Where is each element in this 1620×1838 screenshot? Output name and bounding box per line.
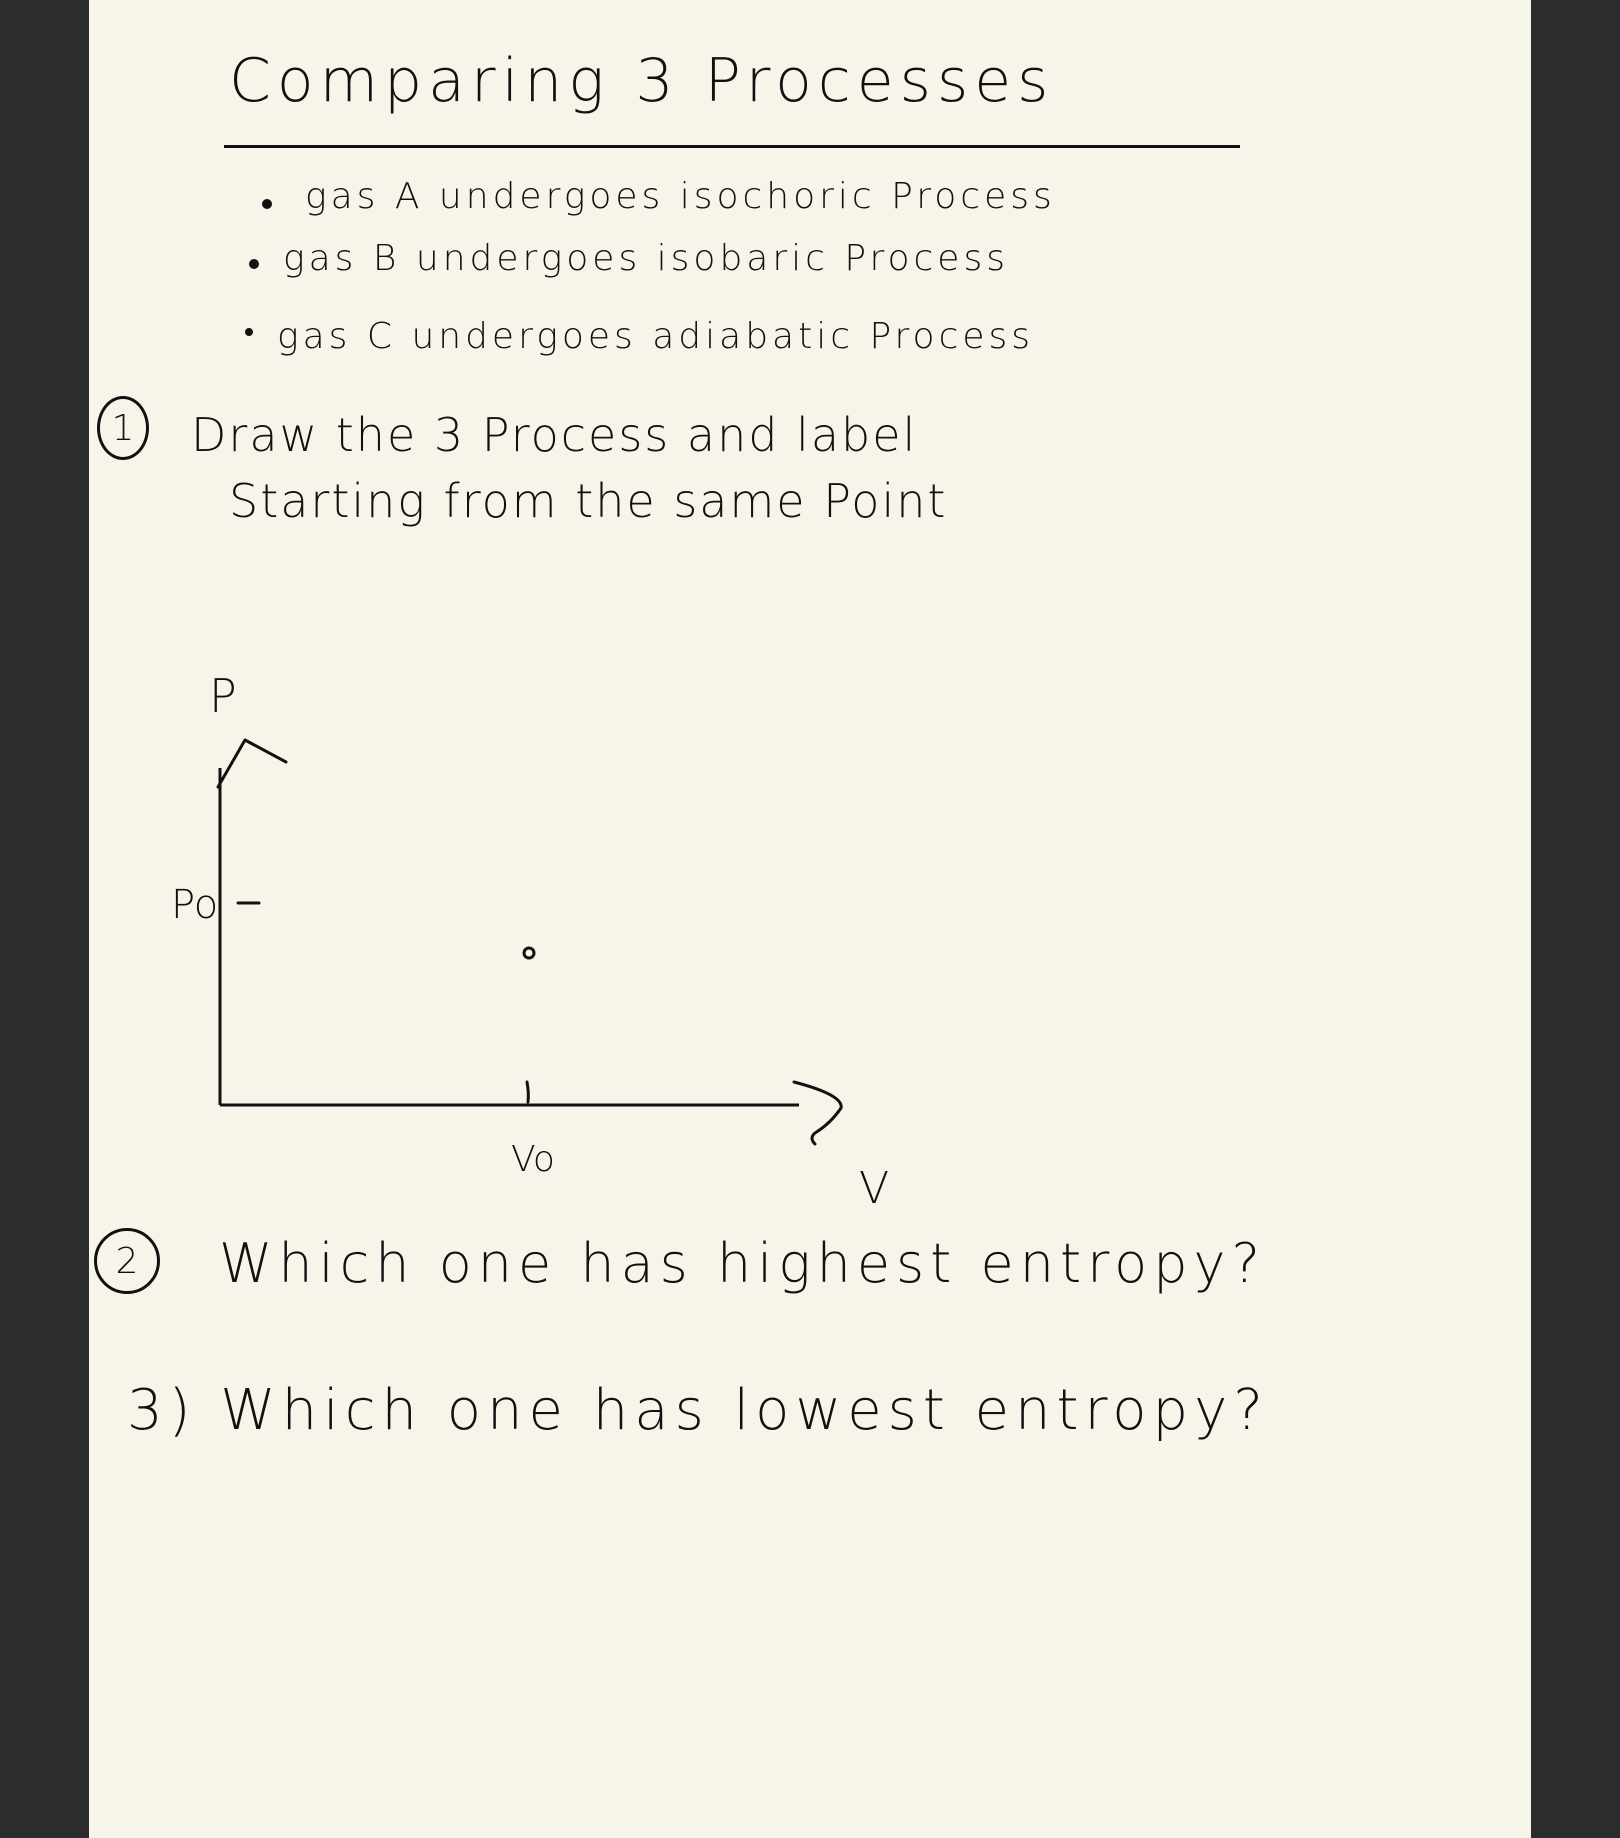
v-tick-label: Vo: [511, 1139, 555, 1180]
starting-point: [524, 948, 534, 958]
pv-graph: [89, 0, 1531, 1838]
x-axis-label: V: [859, 1163, 890, 1214]
y-axis-label: P: [209, 669, 237, 723]
p-tick-label: Po: [171, 882, 219, 928]
question-1-number: 1: [97, 396, 149, 460]
page-title: Comparing 3 Processes: [229, 46, 1055, 116]
x-axis-arrowhead: [794, 1082, 841, 1144]
question-2-number: 2: [94, 1228, 160, 1294]
question-2-text: Which one has highest entropy?: [219, 1232, 1267, 1295]
bullet-gas-a: gas A undergoes isochoric Process: [305, 176, 1056, 217]
bullet-gas-b: gas B undergoes isobaric Process: [283, 238, 1009, 279]
question-1-line-2: Starting from the same Point: [229, 474, 948, 528]
question-1-line-1: Draw the 3 Process and label: [191, 408, 918, 462]
v-axis-tick: [527, 1082, 528, 1102]
left-gutter: [0, 0, 89, 1838]
right-gutter: [1531, 0, 1620, 1838]
y-axis-arrowhead: [218, 740, 286, 787]
question-3-text: 3) Which one has lowest entropy?: [127, 1378, 1269, 1443]
note-page[interactable]: [89, 0, 1531, 1838]
bullet-gas-c: gas C undergoes adiabatic Process: [277, 316, 1035, 357]
